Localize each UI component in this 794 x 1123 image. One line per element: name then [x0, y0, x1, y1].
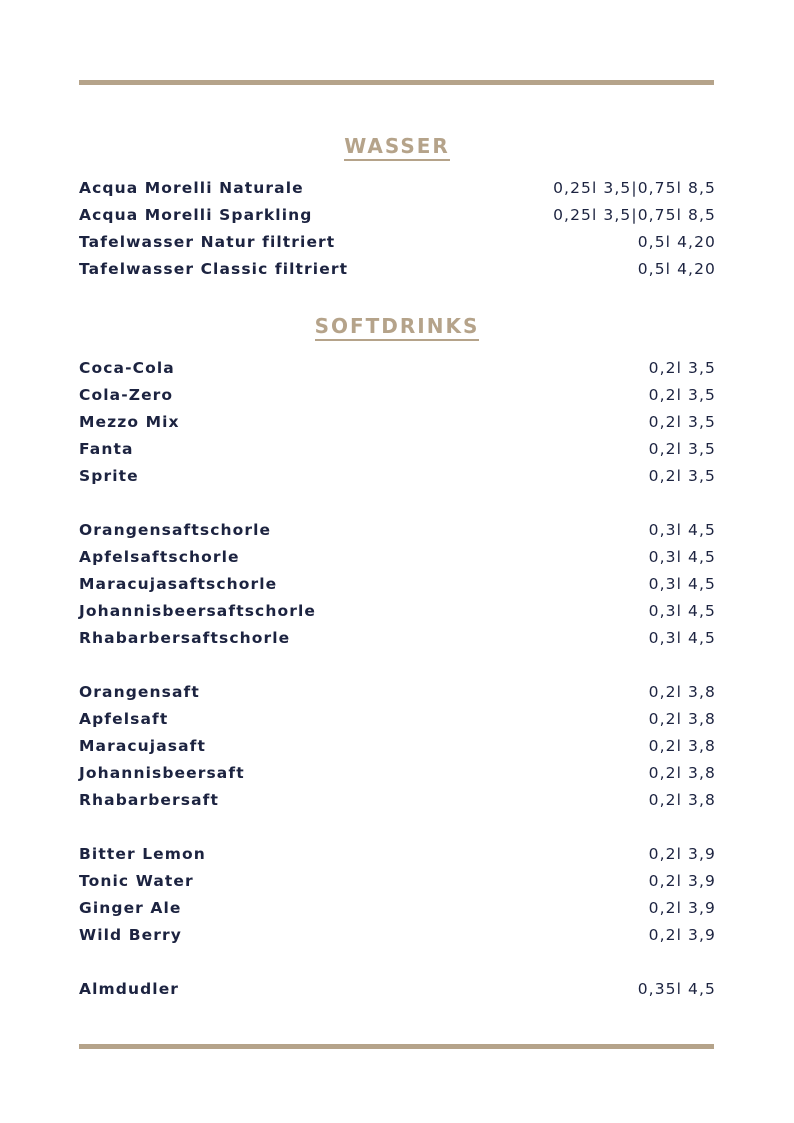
item-name: Fanta	[79, 439, 134, 458]
list-item	[79, 435, 716, 462]
item-price: 0,5l 4,20	[637, 232, 716, 251]
item-price: 0,25l 3,5|0,75l 8,5	[553, 178, 716, 197]
list-item	[79, 354, 716, 381]
item-price: 0,2l 3,8	[648, 763, 716, 782]
item-price: 0,2l 3,5	[648, 358, 716, 377]
item-price: 0,2l 3,9	[648, 844, 716, 863]
item-price: 0,3l 4,5	[648, 601, 716, 620]
bottom-divider	[79, 1044, 714, 1049]
list-item	[79, 462, 716, 489]
section-title-wasser: WASSER	[0, 134, 794, 158]
item-name: Coca-Cola	[79, 358, 175, 377]
item-price: 0,2l 3,5	[648, 412, 716, 431]
item-name: Almdudler	[79, 979, 180, 998]
item-price: 0,3l 4,5	[648, 520, 716, 539]
list-item	[79, 840, 716, 867]
list-item	[79, 786, 716, 813]
list-item	[79, 732, 716, 759]
list-item	[79, 543, 716, 570]
item-price: 0,2l 3,5	[648, 385, 716, 404]
item-name: Johannisbeersaft	[79, 763, 245, 782]
list-item	[79, 894, 716, 921]
item-name: Rhabarbersaftschorle	[79, 628, 291, 647]
list-item	[79, 678, 716, 705]
list-item	[79, 408, 716, 435]
item-name: Tafelwasser Classic filtriert	[79, 259, 349, 278]
item-name: Ginger Ale	[79, 898, 182, 917]
item-name: Tafelwasser Natur filtriert	[79, 232, 336, 251]
item-name: Orangensaft	[79, 682, 200, 701]
item-name: Rhabarbersaft	[79, 790, 220, 809]
group-spacer	[79, 651, 716, 678]
wasser-list	[79, 174, 716, 282]
item-price: 0,2l 3,5	[648, 466, 716, 485]
item-name: Apfelsaft	[79, 709, 169, 728]
item-name: Cola-Zero	[79, 385, 174, 404]
list-item	[79, 570, 716, 597]
item-price: 0,5l 4,20	[637, 259, 716, 278]
list-item	[79, 705, 716, 732]
item-price: 0,2l 3,5	[648, 439, 716, 458]
softdrinks-list	[79, 354, 716, 1002]
list-item	[79, 201, 716, 228]
list-item	[79, 228, 716, 255]
group-spacer	[79, 813, 716, 840]
group-spacer	[79, 948, 716, 975]
list-item	[79, 867, 716, 894]
item-name: Maracujasaftschorle	[79, 574, 278, 593]
list-item	[79, 381, 716, 408]
list-item	[79, 759, 716, 786]
list-item	[79, 597, 716, 624]
section-title-softdrinks: SOFTDRINKS	[0, 314, 794, 338]
item-name: Bitter Lemon	[79, 844, 206, 863]
list-item	[79, 975, 716, 1002]
item-name: Johannisbeersaftschorle	[79, 601, 316, 620]
item-price: 0,2l 3,9	[648, 871, 716, 890]
item-price: 0,2l 3,8	[648, 790, 716, 809]
item-name: Maracujasaft	[79, 736, 207, 755]
item-price: 0,2l 3,9	[648, 925, 716, 944]
list-item	[79, 255, 716, 282]
item-name: Mezzo Mix	[79, 412, 180, 431]
item-name: Acqua Morelli Naturale	[79, 178, 304, 197]
item-price: 0,3l 4,5	[648, 547, 716, 566]
group-spacer	[79, 489, 716, 516]
list-item	[79, 921, 716, 948]
item-price: 0,2l 3,8	[648, 682, 716, 701]
item-name: Tonic Water	[79, 871, 194, 890]
item-price: 0,2l 3,8	[648, 736, 716, 755]
item-name: Acqua Morelli Sparkling	[79, 205, 313, 224]
item-price: 0,35l 4,5	[637, 979, 716, 998]
list-item	[79, 516, 716, 543]
item-name: Orangensaftschorle	[79, 520, 272, 539]
item-name: Apfelsaftschorle	[79, 547, 240, 566]
item-price: 0,2l 3,8	[648, 709, 716, 728]
item-price: 0,3l 4,5	[648, 574, 716, 593]
item-name: Sprite	[79, 466, 139, 485]
item-name: Wild Berry	[79, 925, 182, 944]
item-price: 0,25l 3,5|0,75l 8,5	[553, 205, 716, 224]
item-price: 0,2l 3,9	[648, 898, 716, 917]
list-item	[79, 624, 716, 651]
top-divider	[79, 80, 714, 85]
item-price: 0,3l 4,5	[648, 628, 716, 647]
list-item	[79, 174, 716, 201]
